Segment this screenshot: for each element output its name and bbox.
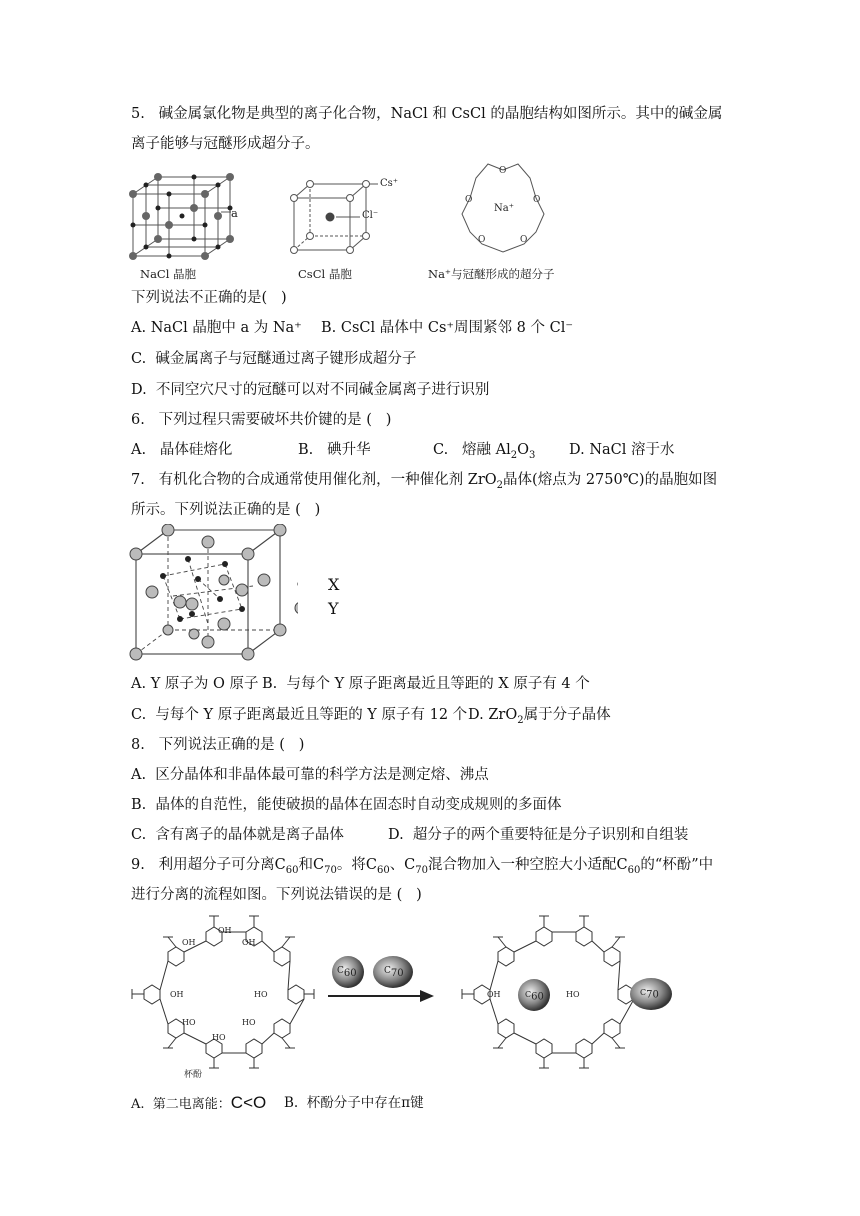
q9-option-b: B. 杯酚分子中存在π键 (284, 1095, 424, 1111)
nacl-label-a: a (231, 206, 238, 220)
crown-caption: Na⁺与冠醚形成的超分子 (428, 267, 555, 281)
q7-option-b: B. 与每个 Y 原子距离最近且等距的 X 原子有 4 个 (262, 676, 590, 692)
left-ho-4: HO (242, 1018, 256, 1027)
left-ho-3: HO (212, 1033, 226, 1042)
cscl-label-cl: Cl⁻ (362, 210, 379, 221)
crown-o-4: O (478, 235, 486, 245)
q9-stem-line2: 进行分离的流程如图。下列说法错误的是 ( ) (131, 887, 422, 903)
q8-option-b: B. 晶体的自范性，能使破损的晶体在固态时自动变成规则的多面体 (131, 797, 562, 813)
q9-option-a: A. 第二电离能：C<O (131, 1093, 267, 1112)
q7-stem-line2: 所示。下列说法正确的是 ( ) (131, 502, 321, 518)
zro2-legend-x: X (328, 575, 340, 594)
left-oh-4: OH (170, 990, 184, 999)
zro2-legend-y: Y (328, 599, 339, 618)
crown-o-2: O (465, 195, 473, 205)
q5-question: 下列说法不正确的是( ) (131, 290, 287, 306)
fullerene-pair-figure (328, 952, 438, 1006)
zro2-cell-figure (128, 524, 298, 664)
q7-stem-line1: 7. 有机化合物的合成通常使用催化剂，一种催化剂 ZrO$_2$晶体(熔点为 2750℃)的晶胞如图 (131, 472, 718, 491)
q9-stem-line1: 9. 利用超分子可分离$C_{60}$和$C_{70}$。将$C_{60}$、$C_{70}$混合物加入一种空腔大小适配$C_{60}$的“杯酚”中 (131, 857, 714, 876)
q8-option-d: D. 超分子的两个重要特征是分子识别和自组装 (388, 827, 689, 843)
calixarene-left-figure (128, 912, 318, 1072)
left-ho-1: HO (254, 990, 268, 999)
right-ho: HO (566, 990, 580, 999)
q5-stem-line1: 5. 碱金属氯化物是典型的离子化合物，NaCl 和 CsCl 的晶胞结构如图所示。其中的碱金属 (131, 106, 723, 122)
c70-label: $C_{70}$ (384, 966, 404, 979)
q7-option-d: D. ZrO$_2$属于分子晶体 (468, 707, 611, 726)
left-oh-2: OH (218, 926, 232, 935)
q6-option-a: A. 晶体硅熔化 (131, 442, 233, 458)
q5-option-c: C. 碱金属离子与冠醚通过离子键形成超分子 (131, 351, 417, 367)
left-oh-3: OH (242, 938, 256, 947)
q7-option-c: C. 与每个 Y 原子距离最近且等距的 Y 原子有 12 个 (131, 707, 468, 723)
cscl-caption: CsCl 晶胞 (298, 267, 352, 281)
crown-o-5: O (520, 235, 528, 245)
q5-stem-line2: 离子能够与冠醚形成超分子。 (131, 136, 320, 152)
q8-option-a: A. 区分晶体和非晶体最可靠的科学方法是测定熔、沸点 (131, 767, 489, 783)
q6-option-b: B. 碘升华 (298, 442, 371, 458)
crown-o-1: O (499, 166, 507, 176)
free-c70-label: $C_{70}$ (640, 988, 659, 1001)
cscl-label-cs: Cs⁺ (380, 178, 399, 189)
c60-label: $C_{60}$ (337, 966, 357, 979)
q5-option-b: B. CsCl 晶体中 Cs⁺周围紧邻 8 个 Cl⁻ (321, 320, 573, 336)
right-oh: OH (487, 990, 501, 999)
left-ho-2: HO (182, 1018, 196, 1027)
q8-option-c: C. 含有离子的晶体就是离子晶体 (131, 827, 344, 843)
q6-option-c: C. 熔融 $Al_2O_3$ (433, 442, 536, 461)
q6-option-d: D. NaCl 溶于水 (569, 442, 675, 458)
calixarene-caption: 杯酚 (184, 1070, 203, 1080)
crown-label-na: Na⁺ (494, 203, 514, 214)
q8-stem: 8. 下列说法正确的是 ( ) (131, 737, 305, 753)
q6-stem: 6. 下列过程只需要破坏共价键的是 ( ) (131, 412, 392, 428)
q7-option-a: A. Y 原子为 O 原子 (131, 676, 259, 692)
q5-option-a: A. NaCl 晶胞中 a 为 Na⁺ (131, 320, 302, 336)
q5-option-d: D. 不同空穴尺寸的冠醚可以对不同碱金属离子进行识别 (131, 382, 490, 398)
right-c60-label: $C_{60}$ (525, 990, 544, 1003)
left-oh-1: OH (182, 938, 196, 947)
nacl-cell-figure (128, 172, 248, 262)
crown-o-3: O (533, 195, 541, 205)
nacl-caption: NaCl 晶胞 (140, 267, 197, 281)
